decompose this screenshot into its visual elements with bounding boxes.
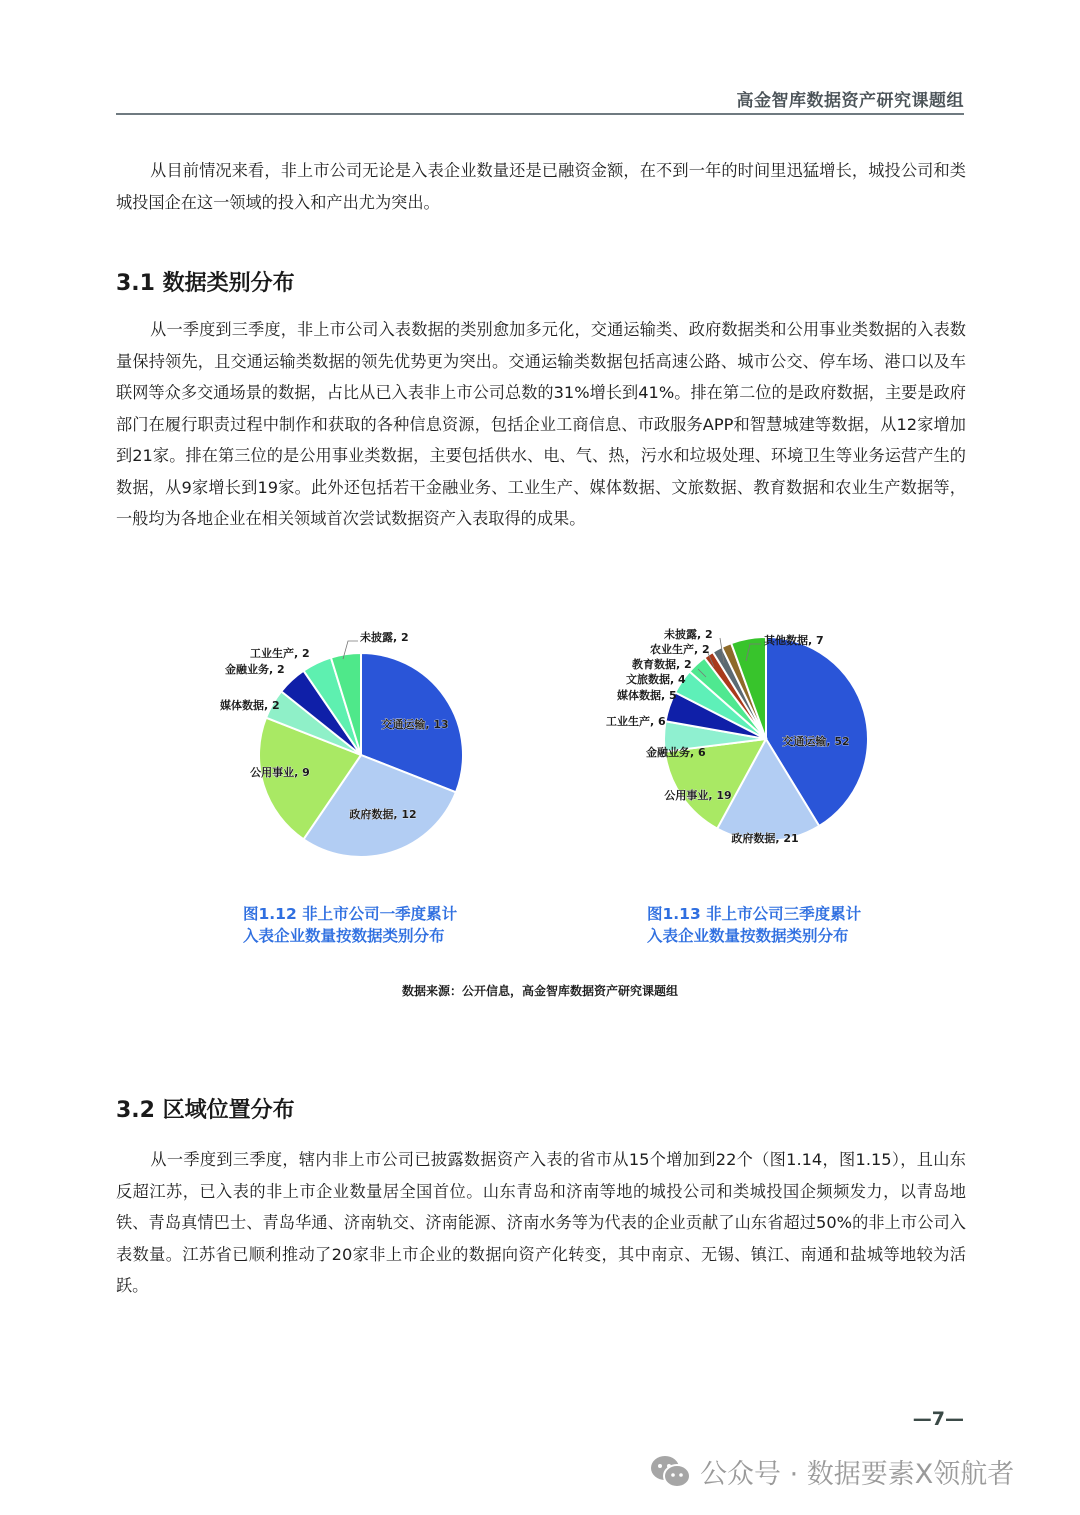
header-title: 高金智库数据资产研究课题组	[736, 91, 964, 111]
slice-label: 工业生产, 2	[250, 647, 310, 660]
slice-label: 农业生产, 2	[650, 643, 710, 656]
slice-label: 金融业务, 6	[646, 746, 706, 759]
slice-label: 媒体数据, 5	[617, 689, 677, 702]
slice-label: 未披露, 2	[360, 631, 409, 644]
slice-label: 教育数据, 2	[632, 658, 692, 671]
watermark-text: 公众号 · 数据要素X领航者	[700, 1459, 1015, 1490]
slice-label: 政府数据, 12	[349, 808, 417, 821]
section-3-2-text: 从一季度到三季度，辖内非上市公司已披露数据资产入表的省市从15个增加到22个（图1.14，图1.15），且山东反超江苏，已入表的非上市企业数量居全国首位。山东青岛和济南等地的城投公司和类城投国企频频发力，以青岛地铁、青岛真情巴士、青岛华通、济南轨交、济南能源、济南水务等为代表的企业贡献了山东省超过50%的非上市公司入表数量。江苏省已顺利推动了20家非上市企业的数据向资产化转变，其中南京、无锡、镇江、南通和盐城等地较为活跃。	[116, 1150, 966, 1295]
pie-chart-q3	[590, 615, 880, 875]
slice-label: 政府数据, 21	[731, 832, 799, 845]
caption-line: 图1.13 非上市公司三季度累计	[647, 905, 862, 923]
page-number: —7—	[912, 1408, 964, 1430]
slice-label: 公用事业, 19	[664, 789, 732, 802]
pie-chart-q1	[200, 615, 480, 875]
intro-paragraph	[116, 155, 966, 218]
header-divider	[116, 113, 964, 115]
slice-label: 公用事业, 9	[250, 766, 310, 779]
watermark	[650, 1452, 1014, 1491]
slice-label: 工业生产, 6	[606, 715, 666, 728]
slice-label: 其他数据, 7	[764, 634, 824, 647]
slice-label: 交通运输, 13	[381, 718, 449, 731]
section-heading-3-2: 3.2 区域位置分布	[116, 1098, 295, 1123]
section-3-1-text: 从一季度到三季度，非上市公司入表数据的类别愈加多元化，交通运输类、政府数据类和公用事业类数据的入表数量保持领先，且交通运输类数据的领先优势更为突出。交通运输类数据包括高速公路、城市公交、停车场、港口以及车联网等众多交通场景的数据，占比从已入表非上市公司总数的31%增长到41%。排在第二位的是政府数据，主要是政府部门在履行职责过程中制作和获取的各种信息资源，包括企业工商信息、市政服务APP和智慧城建等数据，从12家增加到21家。排在第三位的是公用事业类数据，主要包括供水、电、气、热，污水和垃圾处理、环境卫生等业务运营产生的数据，从9家增长到19家。此外还包括若干金融业务、工业生产、媒体数据、文旅数据、教育数据和农业生产数据等，一般均为各地企业在相关领域首次尝试数据资产入表取得的成果。	[116, 320, 966, 528]
slice-label: 金融业务, 2	[225, 663, 285, 676]
figure-caption-1-12	[243, 903, 457, 947]
section-3-2-paragraph	[116, 1144, 966, 1302]
section-heading-3-1: 3.1 数据类别分布	[116, 271, 295, 296]
caption-line: 图1.12 非上市公司一季度累计	[243, 905, 458, 923]
caption-line: 入表企业数量按数据类别分布	[647, 927, 849, 945]
slice-label: 媒体数据, 2	[220, 699, 280, 712]
slice-label: 交通运输, 52	[782, 735, 850, 748]
pie-chart-q1-svg	[200, 615, 480, 875]
slice-label: 文旅数据, 4	[626, 673, 686, 686]
caption-line: 入表企业数量按数据类别分布	[243, 927, 445, 945]
intro-text: 从目前情况来看，非上市公司无论是入表企业数量还是已融资金额，在不到一年的时间里迅猛增长，城投公司和类城投国企在这一领域的投入和产出尤为突出。	[116, 161, 966, 212]
wechat-icon	[650, 1455, 692, 1489]
slice-label: 未披露, 2	[664, 628, 713, 641]
pie-chart-q3-svg	[590, 615, 880, 875]
figure-caption-1-13	[647, 903, 861, 947]
data-source-note: 数据来源：公开信息，高金智库数据资产研究课题组	[401, 984, 678, 998]
section-3-1-paragraph	[116, 314, 966, 535]
